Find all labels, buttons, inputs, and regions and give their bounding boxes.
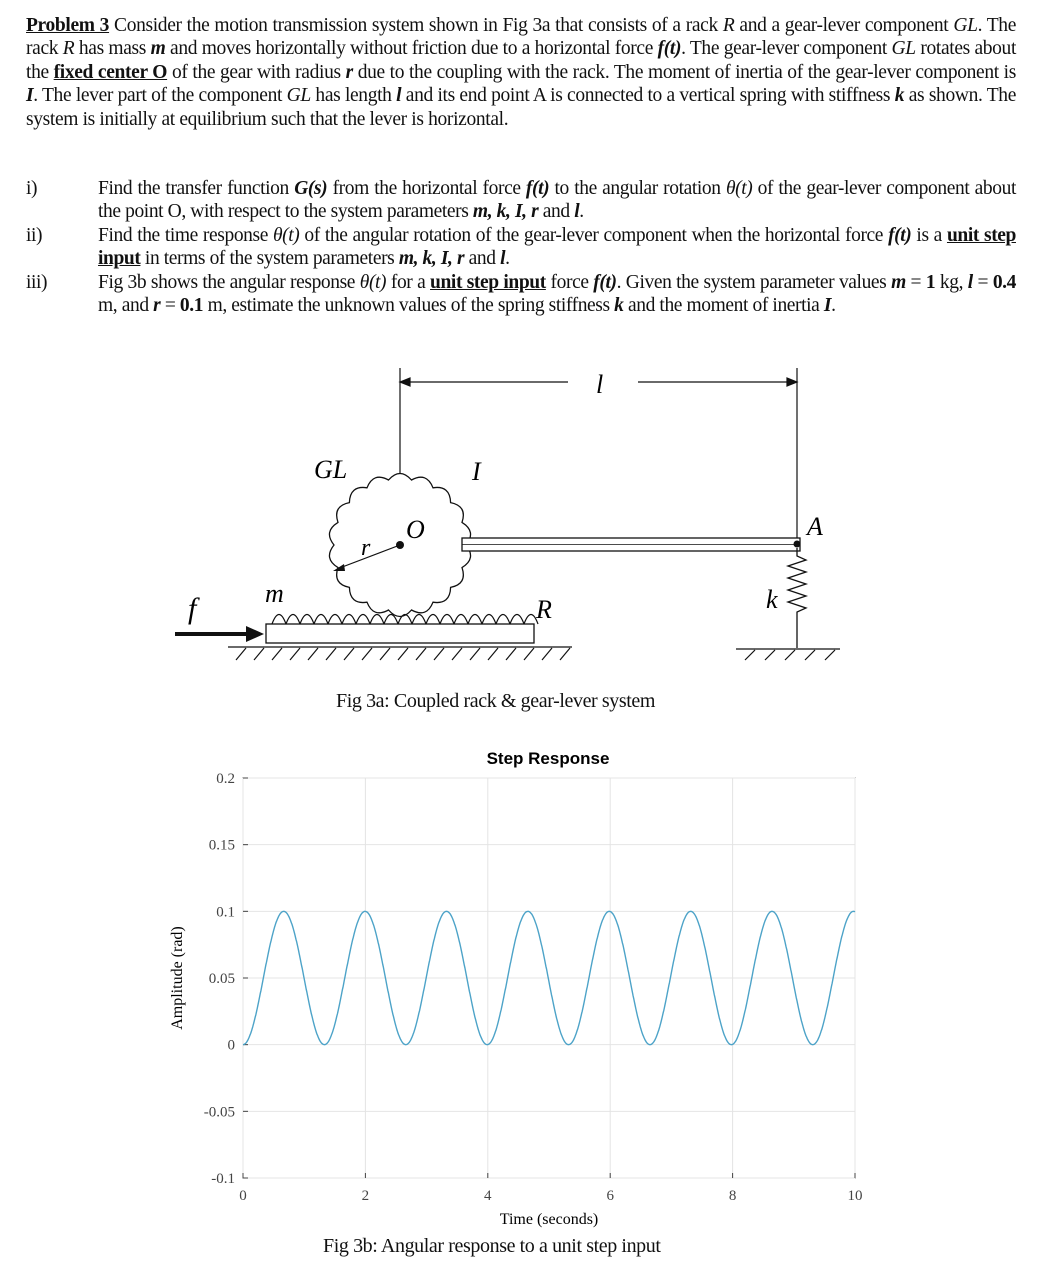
- step-response-chart: [0, 740, 1045, 1240]
- x-axis-label: Time (seconds): [499, 1211, 599, 1228]
- label-m: m: [265, 579, 284, 608]
- question-ii: ii) Find the time response θ(t) of the angular rotation of the gear-lever component when the horizontal force f(t) is a unit step input in terms of the system parameters m, k, I, r and l.: [26, 224, 1016, 270]
- question-iii: iii) Fig 3b shows the angular response θ(t) for a unit step input force f(t). Given the system parameter values m = 1 kg, l = 0.4 m, and r = 0.1 m, estimate the unknown values of the spring stiffness k and the moment of inertia I.: [26, 271, 1016, 317]
- label-r: r: [361, 535, 371, 561]
- problem-label: Problem 3: [26, 15, 110, 36]
- x-tick-label: 4: [484, 1188, 492, 1204]
- label-A: A: [807, 512, 823, 541]
- label-I: I: [472, 457, 481, 486]
- x-tick-label: 0: [239, 1188, 247, 1204]
- y-tick-label: -0.1: [211, 1171, 235, 1187]
- x-tick-label: 6: [606, 1188, 614, 1204]
- label-k: k: [766, 585, 778, 614]
- question-i: i) Find the transfer function G(s) from the horizontal force f(t) to the angular rotation θ(t) of the gear-lever component about the point O, with respect to the system parameters m, k, I, r and l.: [26, 178, 1016, 223]
- y-axis-label: Amplitude (rad): [169, 926, 186, 1030]
- rack: [266, 624, 534, 643]
- y-tick-label: 0.05: [208, 971, 235, 987]
- problem-statement: Problem 3 Consider the motion transmission system shown in Fig 3a that consists of a rack R and a gear-lever component GL. The rack R has mass m and moves horizontally without friction due to a horizontal force f(t). The gear-lever component GL rotates about the fixed center O of the gear with radius r due to the coupling with the rack. The moment of inertia of the gear-lever component is I. The lever part of the component GL has length l and its end point A is connected to a vertical spring with stiffness k as shown. The system is initially at equilibrium such that the lever is horizontal.: [26, 15, 1017, 130]
- spring-ground: [736, 649, 840, 660]
- y-tick-label: 0.2: [216, 771, 235, 787]
- y-tick-label: 0.1: [216, 904, 235, 921]
- figure-3a: [0, 360, 1045, 680]
- figure-3a-caption: Fig 3a: Coupled rack & gear-lever system: [336, 690, 656, 712]
- chart-title: Step Response: [486, 749, 610, 768]
- spring: [788, 548, 806, 648]
- x-tick-label: 8: [728, 1188, 737, 1204]
- rack-ground: [228, 647, 572, 660]
- label-f: f: [188, 592, 197, 625]
- label-R: R: [536, 595, 552, 624]
- figure-3b-caption: Fig 3b: Angular response to a unit step input: [323, 1235, 661, 1257]
- point-A: [794, 541, 801, 548]
- label-GL: GL: [314, 455, 348, 484]
- label-l: l: [596, 370, 604, 399]
- x-tick-label: 2: [361, 1188, 370, 1204]
- y-tick-label: 0.15: [208, 837, 235, 854]
- label-O: O: [406, 515, 425, 544]
- y-tick-label: -0.05: [203, 1104, 235, 1121]
- x-tick-label: 10: [847, 1188, 863, 1204]
- question-list: [26, 177, 1016, 317]
- y-tick-label: 0: [227, 1037, 235, 1054]
- fixed-center-text: fixed center O: [53, 61, 168, 83]
